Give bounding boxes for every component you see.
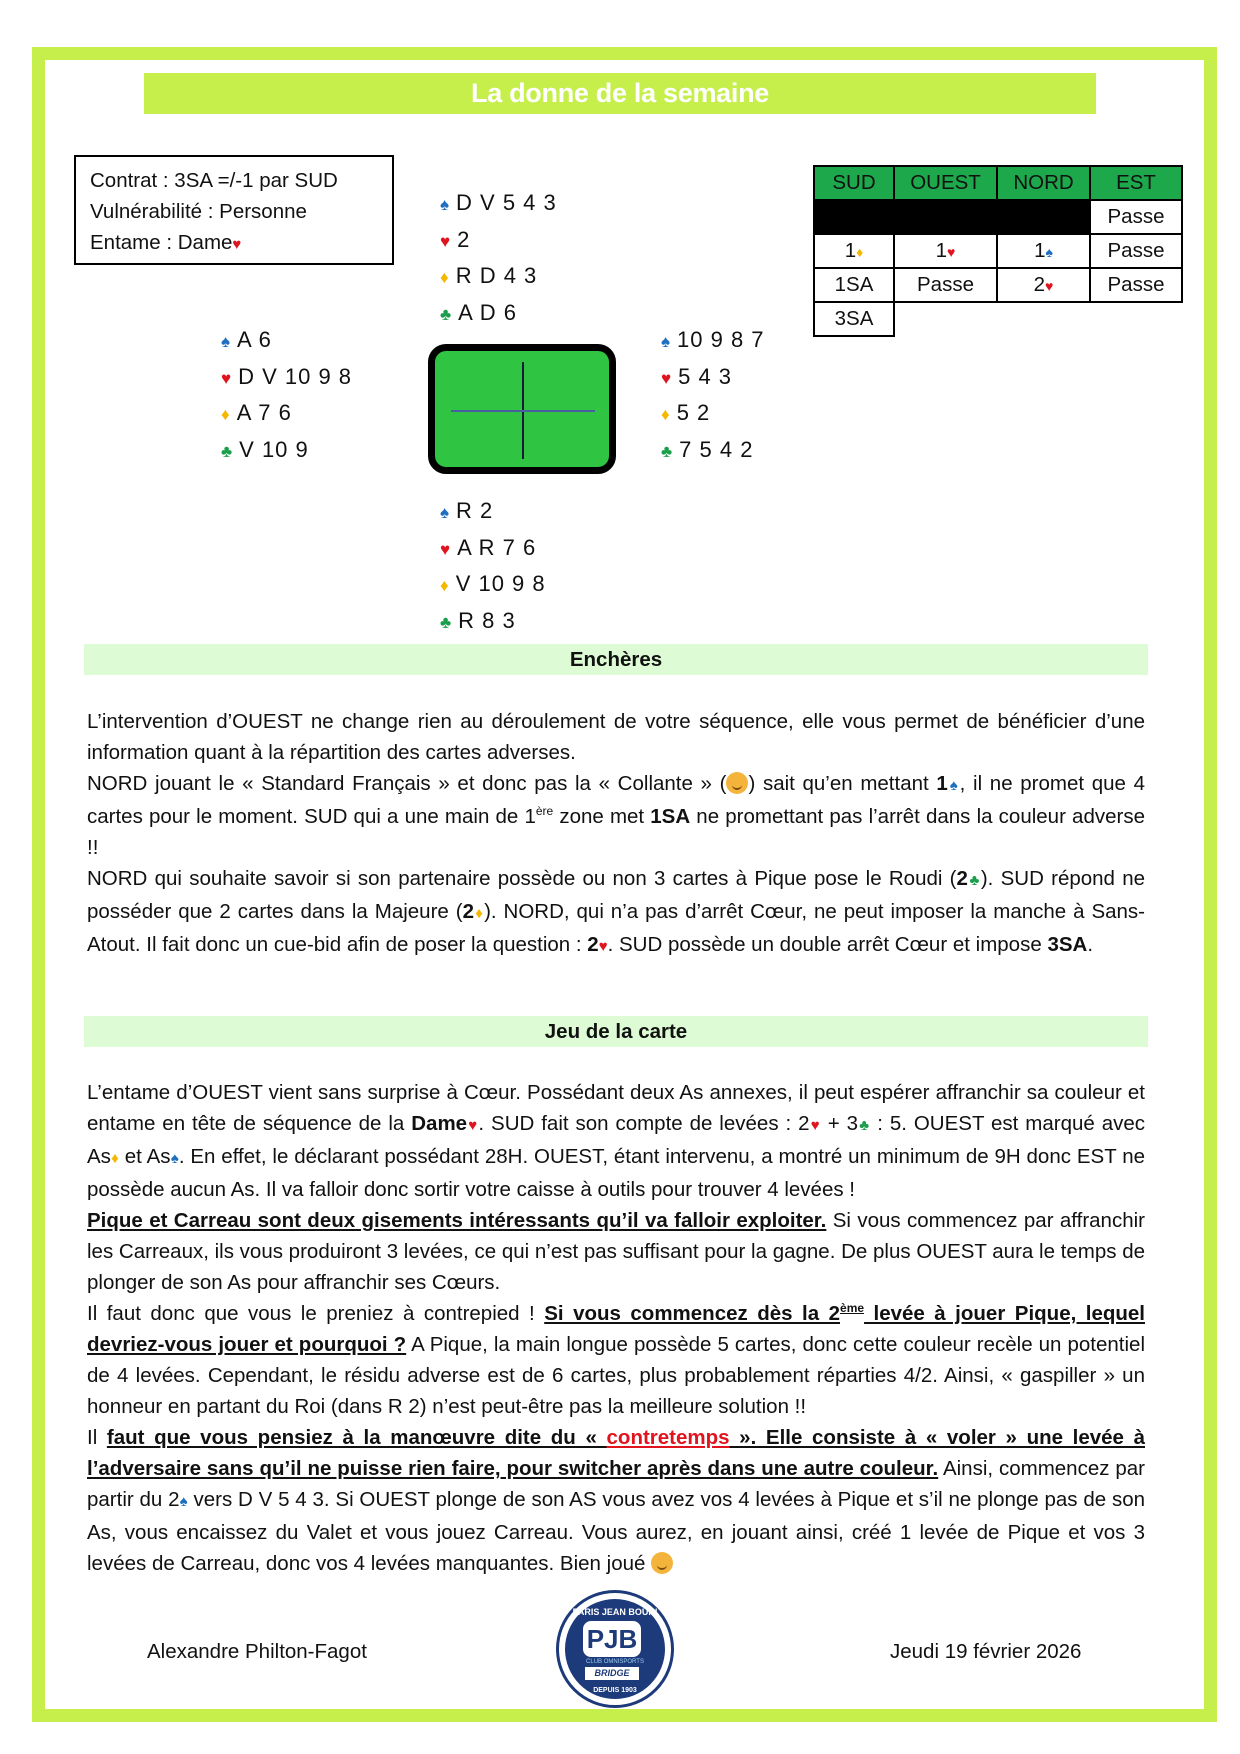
north-hand: ♠ D V 5 4 3 ♥ 2 ♦ R D 4 3 ♣ A D 6 bbox=[440, 186, 557, 332]
spade-icon: ♠ bbox=[947, 777, 960, 794]
bidding-table bbox=[813, 165, 1183, 337]
spade-icon: ♠ bbox=[221, 332, 232, 351]
smiley-icon bbox=[726, 772, 748, 794]
club-icon: ♣ bbox=[440, 304, 453, 324]
header-nord: NORD bbox=[997, 166, 1090, 200]
heart-icon: ♥ bbox=[598, 938, 608, 955]
spade-icon: ♠ bbox=[440, 503, 451, 522]
heart-icon: ♥ bbox=[440, 539, 452, 559]
club-icon: ♣ bbox=[858, 1117, 871, 1134]
heart-icon: ♥ bbox=[232, 236, 242, 253]
header-est: EST bbox=[1090, 166, 1182, 200]
heart-icon: ♥ bbox=[947, 244, 956, 260]
spade-icon: ♠ bbox=[179, 1493, 188, 1510]
spade-icon: ♠ bbox=[1045, 244, 1053, 260]
page-title: La donne de la semaine bbox=[144, 73, 1096, 114]
spade-icon: ♠ bbox=[661, 332, 672, 351]
club-logo: PARIS JEAN BOUIN PJB CLUB OMNISPORTS BRIDGE DEPUIS 1903 bbox=[556, 1590, 674, 1708]
club-icon: ♣ bbox=[967, 872, 981, 889]
diamond-icon: ♦ bbox=[440, 268, 450, 287]
diamond-icon: ♦ bbox=[856, 244, 864, 260]
diamond-icon: ♦ bbox=[221, 405, 231, 424]
author-name: Alexandre Philton-Fagot bbox=[147, 1640, 367, 1663]
diamond-icon: ♦ bbox=[473, 905, 485, 922]
play-commentary: L’entame d’OUEST vient sans surprise à Cœur. Possédant deux As annexes, il peut espérer affranchir sa couleur et entame en tête de séquence de la Dame♥. SUD fait son compte de levées : 2♥ + 3♣ : 5. OUEST est marqué avec As♦ et As♠. En effet, le déclarant possédant 28H. OUEST, étant intervenu, a montré un minimum de 9H donc EST ne possède aucun As. Il va falloir donc sortir votre caisse à outils pour trouver 4 levées ! Pique et Carreau sont deux gisements intéressants qu’il va falloir exploiter. Si vous commencez par affranchir les Carreaux, ils vous produiront 3 levées, ce qui n’est pas suffisant pour la gagne. De plus OUEST aura le temps de plonger de son As pour affranchir ses Cœurs. Il faut donc que vous le preniez à contrepied ! Si vous commencez dès la 2ème levée à jouer Pique, lequel devriez-vous jouer et pourquoi ? A Pique, la main longue possède 5 cartes, donc cette couleur recèle un potentiel de 4 levées. Cependant, le résidu adverse est de 6 cartes, plus probablement réparties 4/2. Ainsi, « gaspiller » un honneur en partant du Roi (dans R 2) n’est peut-être pas la meilleure solution !! Il faut que vous pensiez à la manœuvre dite du « contretemps ». Elle consiste à « voler » une levée à l’adversaire sans qu’il ne puisse rien faire, pour switcher après dans une autre couleur. Ainsi, commencez par partir du 2♠ vers D V 5 4 3. Si OUEST plonge de son AS vous avez vos 4 levées à Pique et s’il ne plonge pas de son As, vous encaissez du Valet et vous jouez Carreau. Vous aurez, en jouant ainsi, créé 1 levée de Pique et vos 3 levées de Carreau, donc vos 4 levées manquantes. Bien joué bbox=[87, 1081, 1146, 1575]
spade-icon: ♠ bbox=[440, 195, 451, 214]
bridge-table-diagram bbox=[428, 344, 616, 474]
vulnerability-line: Vulnérabilité : Personne bbox=[90, 200, 307, 223]
wink-smiley-icon bbox=[651, 1552, 673, 1574]
contretemps-term: contretemps bbox=[606, 1426, 730, 1449]
auction-commentary: L’intervention d’OUEST ne change rien au déroulement de votre séquence, elle vous permet de bénéficier d’une information quant à la répartition des cartes adverses. NORD jouant le « Standard Français » et donc pas la « Collante » ( ) sait qu’en mettant 1♠, il ne promet que 4 cartes pour le moment. SUD qui a une main de 1ère zone met 1SA ne promettant pas l’arrêt dans la couleur adverse !! NORD qui souhaite savoir si son partenaire possède ou non 3 cartes à Pique pose le Roudi (2♣). SUD répond ne posséder que 2 cartes dans la Majeure (2♦). NORD, qui n’a pas d’arrêt Cœur, ne peut imposer la manche à Sans-Atout. Il fait donc un cue-bid afin de poser la question : 2♥. SUD possède un double arrêt Cœur et impose 3SA. bbox=[87, 710, 1146, 956]
bidding-header-row bbox=[814, 166, 1182, 200]
contract-info-box bbox=[74, 155, 394, 265]
heart-icon: ♥ bbox=[809, 1117, 821, 1134]
contract-line: Contrat : 3SA =/-1 par SUD bbox=[90, 169, 338, 192]
club-icon: ♣ bbox=[440, 612, 453, 632]
diamond-icon: ♦ bbox=[440, 576, 450, 595]
west-hand: ♠ A 6 ♥ D V 10 9 8 ♦ A 7 6 ♣ V 10 9 bbox=[221, 323, 352, 469]
lead-line: Entame : Dame♥ bbox=[90, 231, 242, 254]
spade-icon: ♠ bbox=[170, 1150, 179, 1167]
bidding-row: 1SA Passe 2♥ Passe bbox=[814, 268, 1182, 302]
heart-icon: ♥ bbox=[1045, 278, 1054, 294]
heart-icon: ♥ bbox=[440, 231, 452, 251]
bidding-row: 3SA bbox=[814, 302, 1182, 336]
header-ouest: OUEST bbox=[894, 166, 997, 200]
south-hand: ♠ R 2 ♥ A R 7 6 ♦ V 10 9 8 ♣ R 8 3 bbox=[440, 494, 546, 640]
heart-icon: ♥ bbox=[661, 368, 673, 388]
header-sud: SUD bbox=[814, 166, 894, 200]
heart-icon: ♥ bbox=[467, 1117, 479, 1134]
diamond-icon: ♦ bbox=[110, 1150, 119, 1167]
bidding-row: Passe bbox=[814, 200, 1182, 234]
section-heading-play: Jeu de la carte bbox=[84, 1016, 1148, 1047]
club-icon: ♣ bbox=[221, 441, 234, 461]
section-heading-auction: Enchères bbox=[84, 644, 1148, 675]
club-icon: ♣ bbox=[661, 441, 674, 461]
diamond-icon: ♦ bbox=[661, 405, 671, 424]
heart-icon: ♥ bbox=[221, 368, 233, 388]
east-hand: ♠ 10 9 8 7 ♥ 5 4 3 ♦ 5 2 ♣ 7 5 4 2 bbox=[661, 323, 765, 469]
bidding-row: 1♦ 1♥ 1♠ Passe bbox=[814, 234, 1182, 268]
publication-date: Jeudi 19 février 2026 bbox=[890, 1640, 1082, 1663]
